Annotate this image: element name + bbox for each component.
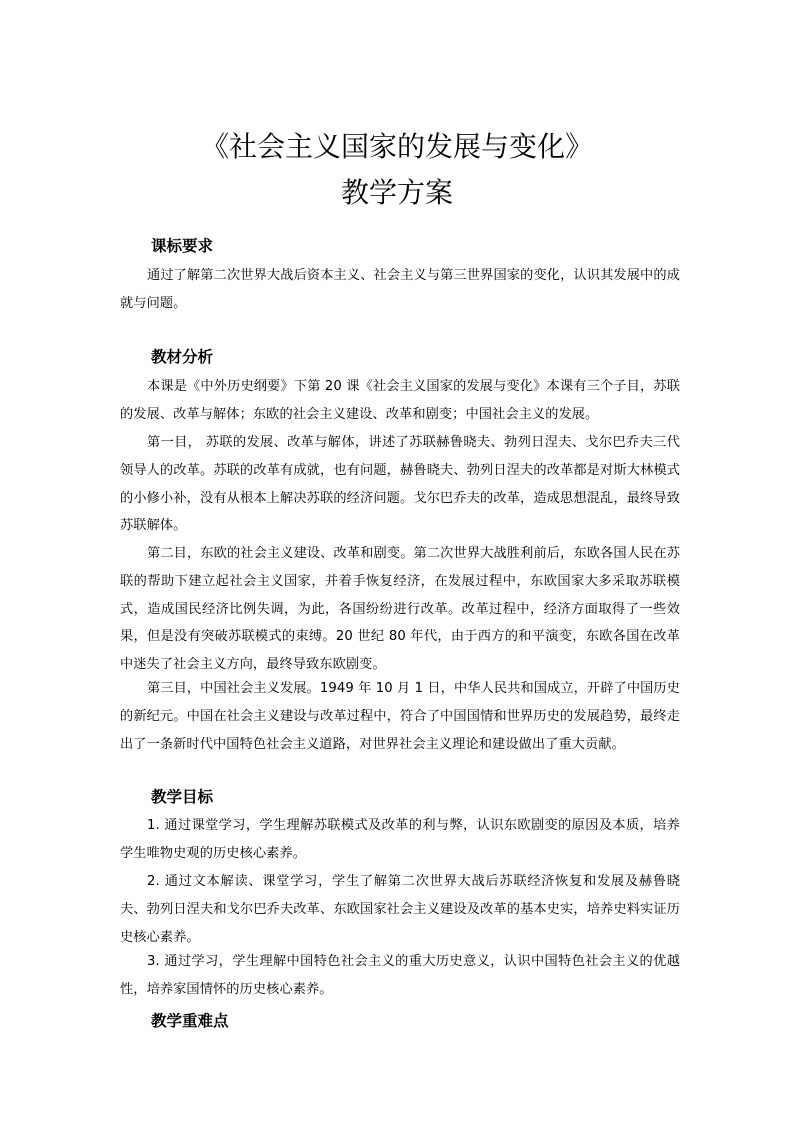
paragraph-analysis-unit1: 第一目， 苏联的发展、改革与解体，讲述了苏联赫鲁晓夫、勃列日涅夫、戈尔巴乔夫三代领导人的改革。苏联的改革有成就，也有问题，赫鲁晓夫、勃列日涅夫的改革都是对斯大林模式的小修小补，没有从根本上解决苏联的经济问题。戈尔巴乔夫的改革，造成思想混乱，最终导致苏联解体。 bbox=[120, 435, 680, 534]
paragraph-analysis-unit2: 第二目，东欧的社会主义建设、改革和剧变。第二次世界大战胜利前后，东欧各国人民在苏联的帮助下建立起社会主义国家，并着手恢复经济，在发展过程中，东欧国家大多采取苏联模式，造成国民经济比例失调，为此，各国纷纷进行改革。改革过程中，经济方面取得了一些效果，但是没有突破苏联模式的束缚。20 世纪 80 年代，由于西方的和平演变，东欧各国在改革中迷失了社会主义方向，最终导致东欧剧变。 bbox=[120, 546, 680, 673]
goal-item-2: 2. 通过文本解读、课堂学习，学生了解第二次世界大战后苏联经济恢复和发展及赫鲁晓夫、勃列日涅夫和戈尔巴乔夫改革、东欧国家社会主义建设及改革的基本史实，培养史料实证历史核心素养。 bbox=[120, 874, 680, 945]
paragraph-standard: 通过了解第二次世界大战后资本主义、社会主义与第三世界国家的变化，认识其发展中的成就与问题。 bbox=[120, 268, 680, 311]
goal-item-3: 3. 通过学习，学生理解中国特色社会主义的重大历史意义，认识中国特色社会主义的优越性，培养家国情怀的历史核心素养。 bbox=[120, 954, 680, 997]
title-line-1: 《社会主义国家的发展与变化》 bbox=[200, 130, 593, 163]
heading-standard: 课标要求 bbox=[151, 236, 214, 255]
heading-analysis: 教材分析 bbox=[151, 347, 214, 366]
heading-keypoints: 教学重难点 bbox=[151, 1011, 229, 1030]
paragraph-analysis-intro: 本课是《中外历史纲要》下第 20 课《社会主义国家的发展与变化》本课有三个子目，苏联的发展、改革与解体；东欧的社会主义建设、改革和剧变；中国社会主义的发展。 bbox=[120, 379, 680, 422]
title-line-2: 教学方案 bbox=[340, 176, 453, 209]
paragraph-analysis-unit3: 第三目，中国社会主义发展。1949 年 10 月 1 日，中华人民共和国成立，开辟了中国历史的新纪元。中国在社会主义建设与改革过程中，符合了中国国情和世界历史的发展趋势，最终走出了一条新时代中国特色社会主义道路，对世界社会主义理论和建设做出了重大贡献。 bbox=[120, 681, 680, 752]
heading-goals: 教学目标 bbox=[151, 787, 214, 806]
document-title bbox=[0, 124, 794, 216]
goal-item-1: 1. 通过课堂学习，学生理解苏联模式及改革的利与弊，认识东欧剧变的原因及本质，培养学生唯物史观的历史核心素养。 bbox=[120, 818, 680, 861]
